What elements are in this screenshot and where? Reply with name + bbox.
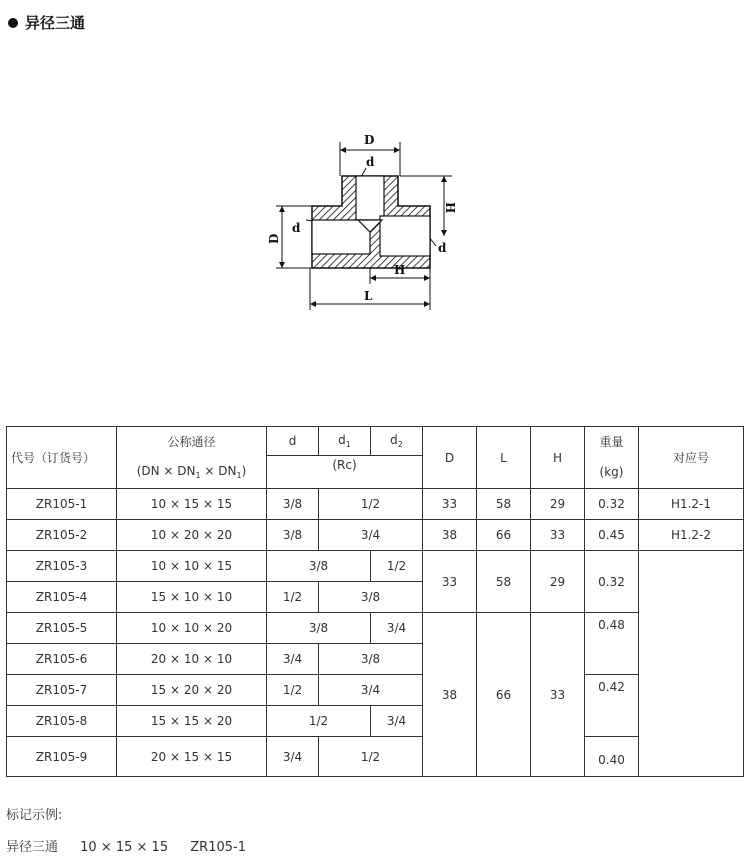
header-weight: 重量: [585, 427, 639, 456]
example-size: 10 × 15 × 15: [80, 840, 169, 855]
cell-weight: 0.32: [585, 551, 639, 613]
cell-nominal: 10 × 10 × 20: [117, 613, 267, 644]
cell-weight: 0.40: [585, 737, 639, 777]
cell-code: ZR105-7: [7, 675, 117, 706]
table-row: [7, 613, 744, 644]
dim-label-d-left: d: [292, 221, 301, 235]
header-L: L: [477, 427, 531, 489]
cell-d: 3/4: [267, 737, 319, 777]
header-d1: $d_1$: [319, 427, 371, 456]
header-rc: (Rc): [267, 456, 423, 489]
dim-label-d-top: d: [366, 155, 375, 169]
cell-code: ZR105-2: [7, 520, 117, 551]
table-row: [7, 489, 744, 520]
cell-L: 66: [477, 613, 531, 777]
dim-label-L: L: [364, 289, 373, 303]
cell-ref: H1.2-1: [639, 489, 744, 520]
cell-d2: 1/2: [371, 551, 423, 582]
section-title: [8, 12, 85, 33]
dim-label-D-top: D: [364, 133, 375, 147]
header-nominal-sub: $(DN \times DN_1 \times DN_1)$: [117, 456, 267, 489]
cell-code: ZR105-1: [7, 489, 117, 520]
page-title: 异径三通: [25, 14, 86, 32]
cell-weight: 0.45: [585, 520, 639, 551]
header-weight-unit: (kg): [585, 456, 639, 489]
cell-code: ZR105-8: [7, 706, 117, 737]
tee-drawing: [262, 128, 462, 318]
cell-H: 29: [531, 551, 585, 613]
cell-L: 58: [477, 489, 531, 520]
cell-d: 3/4: [267, 644, 319, 675]
header-H: H: [531, 427, 585, 489]
dim-label-d-right: d: [438, 241, 447, 255]
table-row: [7, 737, 744, 777]
header-code: 代号（订货号）: [7, 427, 117, 489]
cell-H: 29: [531, 489, 585, 520]
cell-H: 33: [531, 520, 585, 551]
cell-nominal: 20 × 10 × 10: [117, 644, 267, 675]
cell-code: ZR105-3: [7, 551, 117, 582]
cell-code: ZR105-5: [7, 613, 117, 644]
cell-weight: 0.42: [585, 675, 639, 737]
example-row: [6, 836, 264, 855]
example-code: ZR105-1: [190, 840, 246, 855]
table-row: [7, 675, 744, 706]
cell-nominal: 10 × 20 × 20: [117, 520, 267, 551]
cell-nominal: 15 × 15 × 20: [117, 706, 267, 737]
cell-D: 33: [423, 551, 477, 613]
cell-D: 38: [423, 613, 477, 777]
cell-nominal: 20 × 15 × 15: [117, 737, 267, 777]
header-D: D: [423, 427, 477, 489]
cell-nominal: 10 × 10 × 15: [117, 551, 267, 582]
cell-d: 3/8: [267, 520, 319, 551]
cell-D: 33: [423, 489, 477, 520]
example-name: 异径三通: [6, 840, 59, 855]
cell-dd1: 1/2: [267, 706, 371, 737]
cell-dd1: 3/8: [267, 613, 371, 644]
cell-d: 1/2: [267, 582, 319, 613]
bullet-icon: [8, 18, 18, 28]
header-ref: 对应号: [639, 427, 744, 489]
example-label: 标记示例:: [6, 808, 63, 823]
table-row: [7, 520, 744, 551]
cell-d1d2: 3/8: [319, 582, 423, 613]
dim-label-D-left: D: [267, 233, 281, 244]
cell-D: 38: [423, 520, 477, 551]
cell-nominal: 15 × 20 × 20: [117, 675, 267, 706]
header-nominal: 公称通径: [117, 427, 267, 456]
cell-d2: 3/4: [371, 613, 423, 644]
cell-d2: 3/4: [371, 706, 423, 737]
table-row: [7, 551, 744, 582]
header-d: d: [267, 427, 319, 456]
cell-d1d2: 3/4: [319, 520, 423, 551]
cell-ref: H1.2-2: [639, 520, 744, 551]
cell-d1d2: 1/2: [319, 489, 423, 520]
header-d2: $d_2$: [371, 427, 423, 456]
cell-nominal: 10 × 15 × 15: [117, 489, 267, 520]
cell-weight: 0.32: [585, 489, 639, 520]
spec-table: [6, 426, 744, 777]
cell-dd1: 3/8: [267, 551, 371, 582]
cell-code: ZR105-4: [7, 582, 117, 613]
dim-label-H-bottom: H: [394, 263, 406, 277]
cell-nominal: 15 × 10 × 10: [117, 582, 267, 613]
cell-L: 66: [477, 520, 531, 551]
cell-H: 33: [531, 613, 585, 777]
cell-d1d2: 3/4: [319, 675, 423, 706]
cell-d: 1/2: [267, 675, 319, 706]
cell-ref-empty: [639, 551, 744, 777]
cell-d1d2: 1/2: [319, 737, 423, 777]
dim-label-H-right: H: [443, 202, 457, 214]
cell-code: ZR105-6: [7, 644, 117, 675]
cell-weight: 0.48: [585, 613, 639, 675]
cell-L: 58: [477, 551, 531, 613]
cell-code: ZR105-9: [7, 737, 117, 777]
cell-d1d2: 3/8: [319, 644, 423, 675]
cell-d: 3/8: [267, 489, 319, 520]
